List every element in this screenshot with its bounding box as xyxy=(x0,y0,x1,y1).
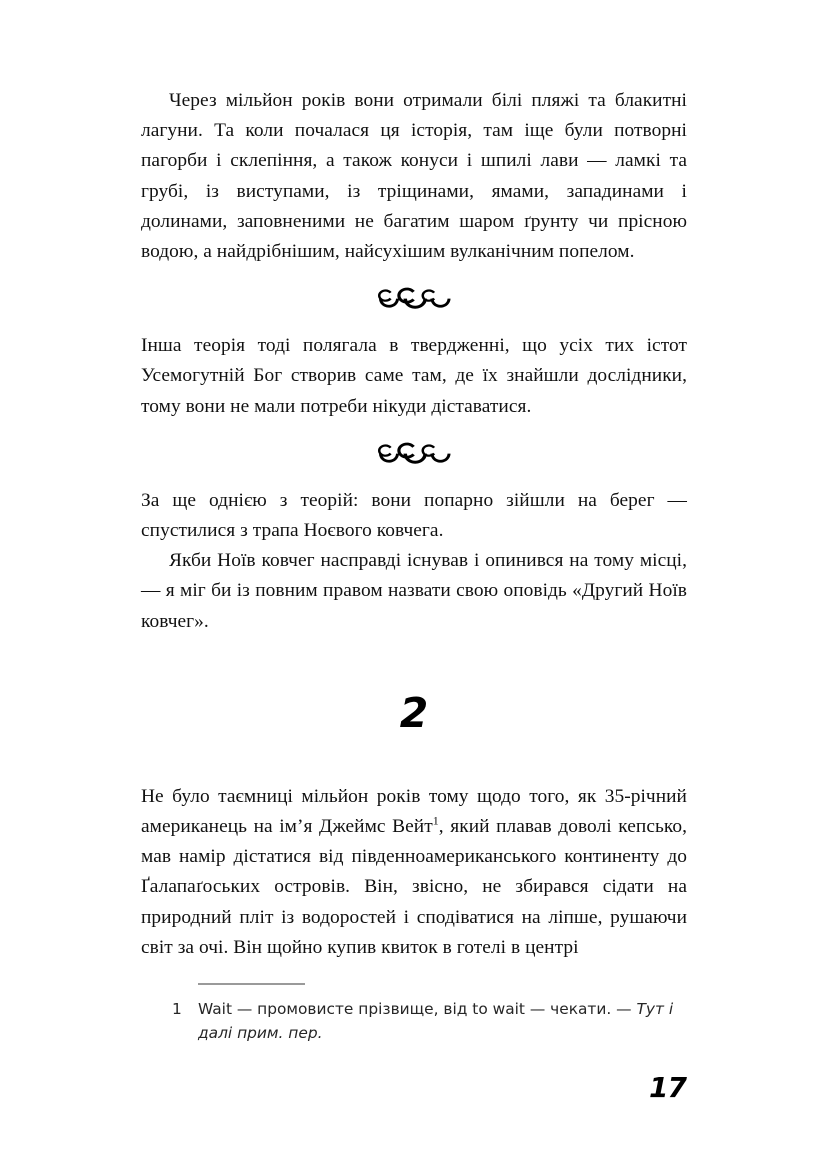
spacer-after-paragraph-1 xyxy=(141,267,687,283)
footnote-zone xyxy=(141,983,687,1045)
chapter-paragraph-part-1: Не було таємниці мільйон років тому щодо того, як 35-річний американець на ім’я Джеймс Вейт xyxy=(141,785,687,838)
spacer-after-chapter-number xyxy=(141,734,687,782)
chapter-number: 2 xyxy=(399,688,429,737)
wave-ornament-divider-1 xyxy=(141,283,687,313)
wave-ornament-icon xyxy=(377,286,451,310)
paragraph-2: Інша теорія тоді полягала в твердженні, що усіх тих істот Усемогутній Бог створив саме там, де їх знайшли дослідники, тому вони не мали потреби нікуди діставатися. xyxy=(141,335,687,417)
footnote-body xyxy=(198,997,687,1045)
paragraph-3: За ще однією з теорій: вони попарно зійшли на берег — спустилися з трапа Ноєвого ковчега. xyxy=(141,489,687,542)
footnote-separator-rule xyxy=(198,983,305,985)
spacer-after-ornament-1 xyxy=(141,313,687,331)
paragraph-4: Якби Ноїв ковчег насправді існував і опинився на тому місці, — я міг би із повним правом назвати свою оповідь «Другий Ноїв ковчег». xyxy=(141,550,687,632)
wave-ornament-divider-2 xyxy=(141,438,687,468)
paragraph-1: Через мільйон років вони отримали білі пляжі та блакитні лагуни. Та коли почалася ця історія, там іще були потворні пагорби і склепіння, а також конуси і шпилі лави — ламкі та грубі, із виступами, із тріщинами, ямами, западинами і долинами, заповненими не багатим шаром ґрунту чи прісною водою, а найдрібнішим, найсухішим вулканічним попелом. xyxy=(141,90,687,263)
text-column xyxy=(141,86,687,963)
footnote-number: 1 xyxy=(172,1000,182,1018)
page-number: 17 xyxy=(649,1071,686,1104)
footnote-item xyxy=(141,997,687,1045)
spacer-after-ornament-2 xyxy=(141,468,687,486)
wave-ornament-icon xyxy=(377,441,451,465)
chapter-opening-paragraph xyxy=(141,782,687,963)
spacer-before-chapter-number xyxy=(141,637,687,693)
footnote-text-plain: Wait — промовисте прізвище, від to wait — чекати. — xyxy=(198,1000,637,1018)
spacer-after-paragraph-2 xyxy=(141,422,687,438)
chapter-paragraph-part-2: , який плавав доволі кепсько, мав намір дістатися від південноамериканського континенту до Ґалапаґоських островів. Він, звісно, не збирався сідати на природний пліт із водоростей і сподіватися на ліпше, рушаючи світ за очі. Він щойно купив квиток в готелі в центрі xyxy=(141,816,687,958)
footnote-reference-marker[interactable]: 1 xyxy=(432,813,439,828)
footnote-text-italic: Тут і далі прим. пер. xyxy=(198,1000,674,1042)
